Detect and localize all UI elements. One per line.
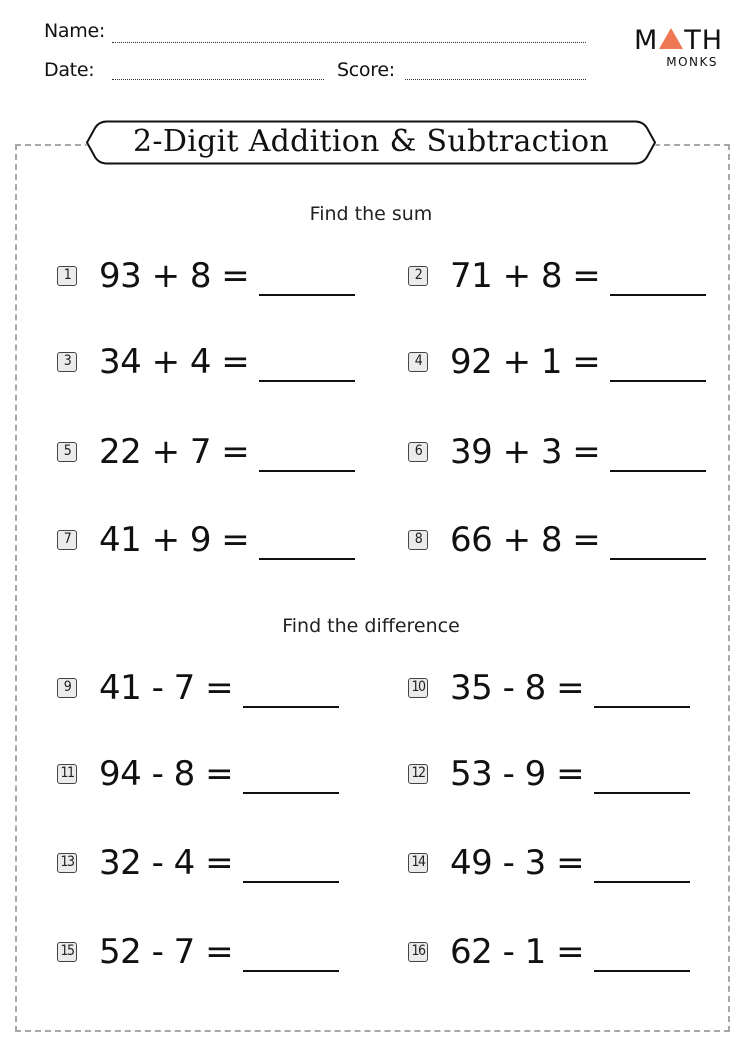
problem-15 xyxy=(57,932,339,972)
answer-blank[interactable] xyxy=(610,442,706,472)
problem-number-badge: 13 xyxy=(57,853,77,873)
date-label: Date: xyxy=(44,59,95,81)
problem-number-badge: 8 xyxy=(408,530,428,550)
problem-expression: 93 + 8 = xyxy=(99,256,250,296)
problem-number-badge: 16 xyxy=(408,942,428,962)
problem-expression: 49 - 3 = xyxy=(450,843,585,883)
problem-expression: 71 + 8 = xyxy=(450,256,601,296)
score-label: Score: xyxy=(337,59,395,81)
problem-5 xyxy=(57,432,355,472)
problem-6 xyxy=(408,432,706,472)
date-field[interactable] xyxy=(112,79,324,80)
name-label: Name: xyxy=(44,20,105,42)
problem-number-badge: 10 xyxy=(408,678,428,698)
answer-blank[interactable] xyxy=(243,853,339,883)
problem-10 xyxy=(408,668,690,708)
problem-number-badge: 5 xyxy=(57,442,77,462)
answer-blank[interactable] xyxy=(594,764,690,794)
logo-letter-m: M xyxy=(634,25,659,56)
worksheet-title: 2-Digit Addition & Subtraction xyxy=(133,124,609,159)
answer-blank[interactable] xyxy=(610,266,706,296)
problem-number-badge: 4 xyxy=(408,352,428,372)
answer-blank[interactable] xyxy=(259,530,355,560)
problem-1 xyxy=(57,256,355,296)
math-monks-logo xyxy=(634,25,724,74)
problem-expression: 92 + 1 = xyxy=(450,342,601,382)
answer-blank[interactable] xyxy=(243,678,339,708)
problem-number-badge: 6 xyxy=(408,442,428,462)
problem-expression: 66 + 8 = xyxy=(450,520,601,560)
problem-3 xyxy=(57,342,355,382)
logo-subtitle: MONKS xyxy=(666,55,718,69)
triangle-icon xyxy=(659,28,683,49)
answer-blank[interactable] xyxy=(594,942,690,972)
answer-blank[interactable] xyxy=(243,764,339,794)
problem-expression: 94 - 8 = xyxy=(99,754,234,794)
problem-8 xyxy=(408,520,706,560)
problem-expression: 53 - 9 = xyxy=(450,754,585,794)
problem-expression: 41 - 7 = xyxy=(99,668,234,708)
problem-expression: 62 - 1 = xyxy=(450,932,585,972)
section-title-sum: Find the sum xyxy=(309,203,433,225)
problem-expression: 34 + 4 = xyxy=(99,342,250,382)
problem-number-badge: 11 xyxy=(57,764,77,784)
answer-blank[interactable] xyxy=(243,942,339,972)
problem-16 xyxy=(408,932,690,972)
problem-7 xyxy=(57,520,355,560)
problem-number-badge: 3 xyxy=(57,352,77,372)
problem-number-badge: 1 xyxy=(57,266,77,286)
problem-number-badge: 7 xyxy=(57,530,77,550)
problem-expression: 41 + 9 = xyxy=(99,520,250,560)
score-field[interactable] xyxy=(405,79,586,80)
name-field[interactable] xyxy=(112,42,586,43)
problem-13 xyxy=(57,843,339,883)
answer-blank[interactable] xyxy=(610,352,706,382)
answer-blank[interactable] xyxy=(259,442,355,472)
problem-14 xyxy=(408,843,690,883)
problem-4 xyxy=(408,342,706,382)
answer-blank[interactable] xyxy=(259,352,355,382)
problem-9 xyxy=(57,668,339,708)
answer-blank[interactable] xyxy=(610,530,706,560)
problem-expression: 52 - 7 = xyxy=(99,932,234,972)
problem-expression: 32 - 4 = xyxy=(99,843,234,883)
problem-number-badge: 9 xyxy=(57,678,77,698)
problem-11 xyxy=(57,754,339,794)
answer-blank[interactable] xyxy=(594,853,690,883)
problem-number-badge: 15 xyxy=(57,942,77,962)
problem-12 xyxy=(408,754,690,794)
answer-blank[interactable] xyxy=(594,678,690,708)
logo-letters-th: TH xyxy=(684,25,724,56)
problem-number-badge: 2 xyxy=(408,266,428,286)
problem-expression: 39 + 3 = xyxy=(450,432,601,472)
section-title-difference: Find the difference xyxy=(282,615,460,637)
logo-wordmark xyxy=(634,26,723,56)
problem-2 xyxy=(408,256,706,296)
problem-number-badge: 12 xyxy=(408,764,428,784)
problem-expression: 35 - 8 = xyxy=(450,668,585,708)
problem-expression: 22 + 7 = xyxy=(99,432,250,472)
problem-number-badge: 14 xyxy=(408,853,428,873)
answer-blank[interactable] xyxy=(259,266,355,296)
